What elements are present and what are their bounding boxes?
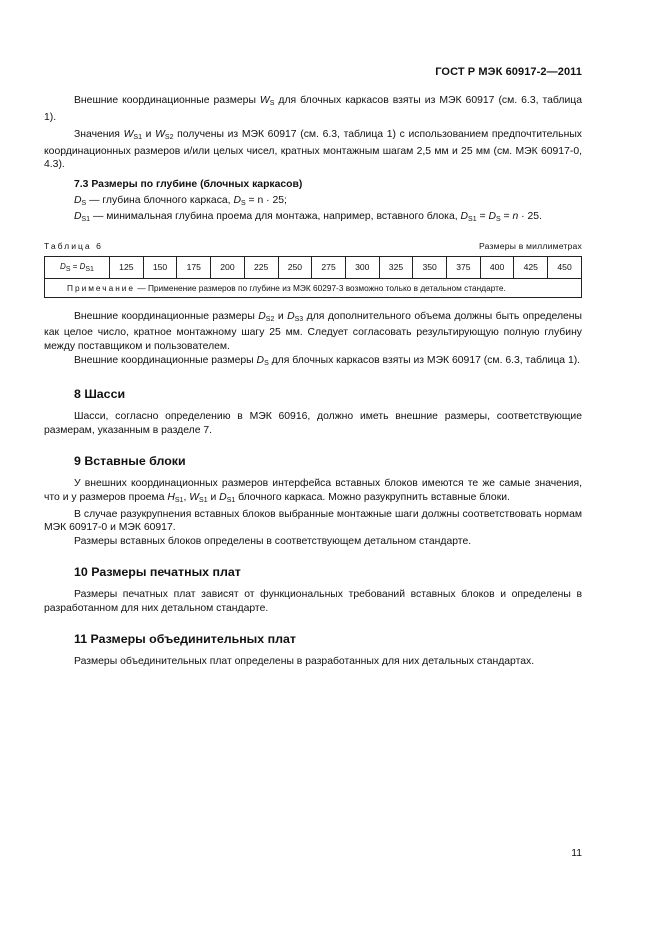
table-cell: 450 (548, 256, 582, 278)
subscript: S1 (226, 496, 236, 504)
var: n (512, 211, 519, 223)
section-9-text-1 (44, 477, 582, 507)
var: W (189, 491, 200, 503)
var: D (488, 211, 496, 223)
subscript: S (269, 100, 275, 107)
section-8-title: 8 Шасси (74, 387, 126, 402)
table-cell: 250 (278, 256, 312, 278)
table-cell: 225 (244, 256, 278, 278)
text: = (476, 211, 489, 223)
var: D (74, 211, 82, 223)
text: — глубина блочного каркаса, (86, 194, 234, 206)
var: D (79, 261, 86, 271)
text: для блочных каркасов взяты из МЭК 60917 (см. 6.3, таблица 1). (44, 95, 582, 123)
text: для блочных каркасов взяты из МЭК 60917 (см. 6.3, таблица 1). (268, 354, 581, 366)
text: и (274, 310, 288, 322)
subscript: S1 (85, 265, 94, 273)
table-cell: 350 (413, 256, 447, 278)
standard-header: ГОСТ Р МЭК 60917-2—2011 (435, 66, 582, 78)
definition-ds (44, 194, 582, 211)
text: для дополнительного объема должны быть определены как целое число, кратное монтажному шагу 25 мм. Следует согласовать результирующую полную глубину между поставщиком и пользователем. (44, 310, 583, 352)
text: У внешних координационных размеров интерфейса вставных блоков имеются те же самые значения, что и у размеров проема (44, 478, 582, 503)
subscript: S2 (164, 134, 174, 142)
table-cell: 300 (345, 256, 379, 278)
text: = (500, 211, 513, 223)
subscript: S (264, 359, 269, 367)
subscript: S (81, 199, 87, 207)
subscript: S1 (468, 216, 477, 224)
var: D (258, 310, 266, 322)
text: , (183, 491, 190, 503)
var: D (233, 194, 241, 206)
var: D (256, 354, 265, 366)
section-10-text: Размеры печатных плат зависят от функциональных требований вставных блоков и определены в разработанном для них детальном стандарте. (44, 589, 582, 614)
text: = n · 25; (245, 194, 287, 206)
section-9-text-2: В случае разукрупнения вставных блоков выбранные монтажные шаги должны соответствовать нормам МЭК 60917-0 и МЭК 60917. (44, 508, 582, 534)
paragraph-ds (44, 354, 582, 371)
text: получены из МЭК 60917 (см. 6.3, таблица 1) с использованием предпочтительных координационных размеров и/или целых чисел, кратных монтажным шагам 2,5 мм и 25 мм (см. МЭК 60917-0, 4.3). (44, 129, 582, 171)
section-7-3-title: 7.3 Размеры по глубине (блочных каркасов) (74, 178, 303, 190)
section-8-text: Шасси, согласно определению в МЭК 60916, должно иметь внешние размеры, соответствующие размерам, указанным в разделе 7. (44, 411, 582, 436)
var: D (60, 261, 66, 271)
var: D (460, 211, 469, 223)
note-label: Примечание (67, 282, 136, 293)
table-caption-row (44, 241, 582, 251)
table-cell: 425 (514, 256, 548, 278)
var: W (259, 95, 270, 106)
section-11-text: Размеры объединительных плат определены в разработанных для них детальных стандартах. (74, 656, 535, 668)
section-9-title: 9 Вставные блоки (74, 454, 186, 469)
subscript: S1 (81, 216, 91, 224)
var: W (155, 129, 165, 141)
text: и (141, 129, 156, 141)
table-cell: 325 (379, 256, 413, 278)
table-note (45, 278, 582, 297)
text: Значения (74, 129, 124, 141)
table-cell: 125 (110, 256, 144, 278)
table-note-row (45, 278, 582, 297)
section-9-text-3: Размеры вставных блоков определены в соответствующем детальном стандарте. (74, 535, 472, 547)
text: Внешние координационные размеры (74, 310, 259, 322)
text: блочного каркаса. Можно разукрупнить вставные блоки. (235, 491, 510, 503)
subscript: S1 (133, 134, 142, 142)
table-cell: 275 (312, 256, 346, 278)
definition-ds1 (44, 210, 582, 227)
var: D (287, 310, 295, 322)
text: — минимальная глубина проема для монтажа, например, вставного блока, (90, 211, 461, 223)
page-content (44, 94, 582, 669)
table-caption: Таблица 6 (44, 240, 103, 251)
section-10-title: 10 Размеры печатных плат (74, 565, 241, 580)
table-cell: 175 (177, 256, 211, 278)
paragraph-ws (44, 94, 582, 124)
depth-table (44, 256, 582, 298)
text: · 25. (518, 211, 542, 223)
subscript: S3 (294, 315, 304, 323)
subscript: S (495, 216, 501, 224)
table-cell: 200 (211, 256, 245, 278)
table-cell: 150 (143, 256, 177, 278)
table-lead-cell (45, 256, 110, 278)
paragraph-ds2-ds3 (44, 310, 582, 354)
subscript: S2 (265, 315, 275, 323)
table-units: Размеры в миллиметрах (479, 240, 582, 251)
var: D (219, 491, 227, 503)
table-cell: 375 (447, 256, 481, 278)
text: и (207, 491, 220, 503)
table-row (45, 256, 582, 278)
var: H (167, 491, 175, 503)
var: W (123, 129, 134, 141)
table-cell: 400 (480, 256, 514, 278)
subscript: S (65, 265, 71, 273)
text: = (70, 261, 80, 271)
section-11-title: 11 Размеры объединительных плат (74, 632, 296, 647)
text: Внешние координационные размеры (74, 354, 257, 366)
paragraph-ws1-ws2 (44, 128, 582, 172)
note-text: — Применение размеров по глубине из МЭК 60297-3 возможно только в детальном стандарте. (135, 282, 506, 293)
text: Внешние координационные размеры (74, 95, 260, 106)
subscript: S (240, 199, 246, 207)
subscript: S1 (174, 496, 184, 504)
subscript: S1 (199, 496, 208, 504)
var: D (74, 194, 82, 206)
page-number: 11 (571, 848, 582, 859)
